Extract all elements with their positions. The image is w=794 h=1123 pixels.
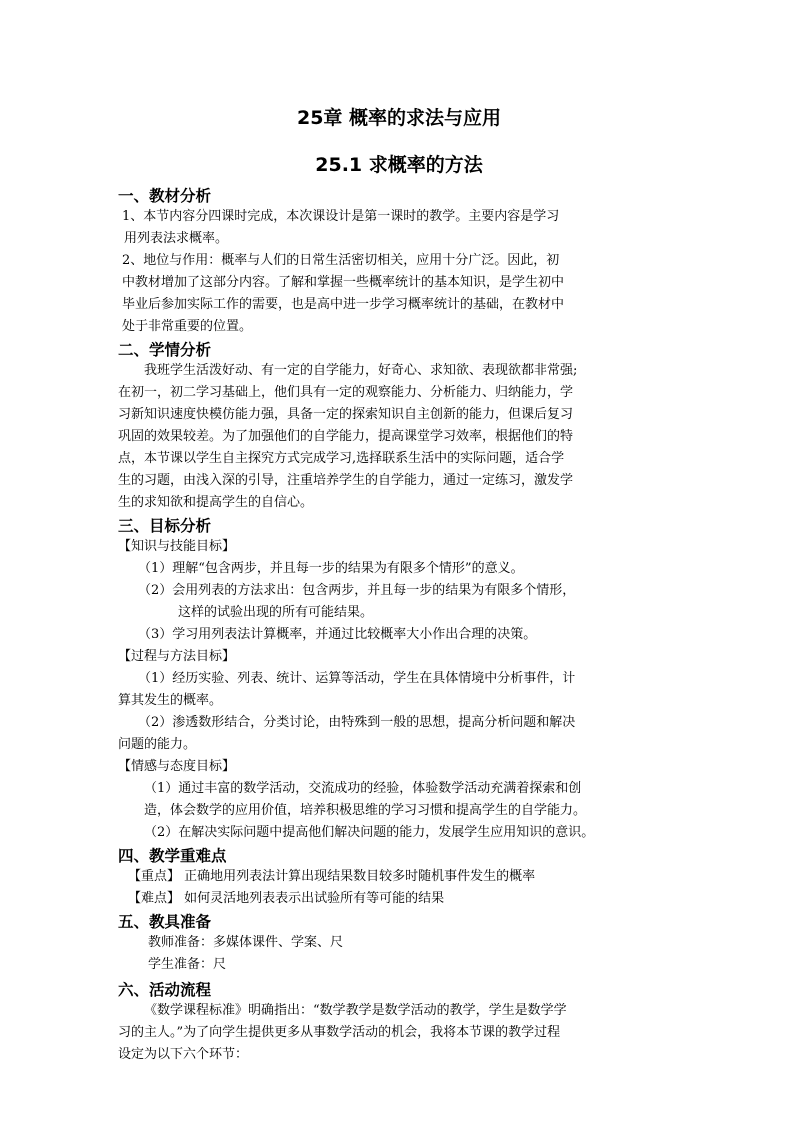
label-emotion-attitude: 【情感与态度目标】	[118, 759, 236, 774]
paragraph-line: 中教材增加了这部分内容。了解和掌握一些概率统计的基本知识，是学生初中	[122, 275, 565, 290]
paragraph-line: 用列表法求概率。	[124, 231, 229, 246]
label-process-methods: 【过程与方法目标】	[118, 649, 236, 664]
paragraph-line: （1）通过丰富的数学活动，交流成功的经验，体验数学活动充满着探索和创	[144, 781, 582, 796]
paragraph-line: 在初一，初二学习基础上，他们具有一定的观察能力、分析能力、归纳能力，学	[118, 385, 574, 400]
paragraph-line: （1）理解“包含两步，并且每一步的结果为有限多个情形”的意义。	[138, 561, 524, 576]
paragraph-line: 习的主人。”为了向学生提供更多从事数学活动的机会，我将本节课的教学过程	[118, 1025, 561, 1040]
heading-student-analysis: 二、学情分析	[118, 341, 212, 359]
paragraph-line: 《数学课程标准》明确指出：“数学教学是数学活动的教学，学生是数学学	[144, 1003, 567, 1018]
paragraph-key-point: 【重点】 正确地用列表法计算出现结果数目较多时随机事件发生的概率	[128, 869, 536, 884]
paragraph-line: 这样的试验出现的所有可能结果。	[178, 605, 374, 620]
heading-teaching-aids: 五、教具准备	[118, 913, 212, 931]
label-knowledge-skills: 【知识与技能目标】	[118, 539, 236, 554]
paragraph-line: （3）学习用列表法计算概率，并通过比较概率大小作出合理的决策。	[138, 627, 537, 642]
paragraph-line: 生的习题，由浅入深的引导，注重培养学生的自学能力，通过一定练习，激发学	[118, 473, 574, 488]
paragraph-student-prep: 学生准备：尺	[148, 957, 227, 972]
paragraph-line: 造，体会数学的应用价值，培养积极思维的学习习惯和提高学生的自学能力。	[144, 803, 587, 818]
paragraph-teacher-prep: 教师准备：多媒体课件、学案、尺	[148, 935, 344, 950]
heading-textbook-analysis: 一、教材分析	[118, 187, 212, 205]
section-title: 25.1 求概率的方法	[315, 154, 483, 176]
paragraph-line: 算其发生的概率。	[118, 693, 223, 708]
paragraph-line: 毕业后参加实际工作的需要，也是高中进一步学习概率统计的基础，在教材中	[122, 297, 565, 312]
heading-key-difficult-points: 四、教学重难点	[118, 847, 227, 865]
paragraph-line: （2）在解决实际问题中提高他们解决问题的能力，发展学生应用知识的意识。	[144, 825, 595, 840]
paragraph-line: 问题的能力。	[118, 737, 197, 752]
paragraph-line: 习新知识速度快模仿能力强，具备一定的探索知识自主创新的能力，但课后复习	[118, 407, 574, 422]
document-page	[118, 98, 680, 1066]
chapter-title: 25章 概率的求法与应用	[296, 107, 502, 129]
heading-activity-flow: 六、活动流程	[118, 981, 212, 999]
paragraph-difficult-point: 【难点】 如何灵活地列表表示出试验所有等可能的结果	[128, 891, 445, 906]
paragraph-line: 1、本节内容分四课时完成，本次课设计是第一课时的教学。主要内容是学习	[122, 209, 560, 224]
paragraph-line: 处于非常重要的位置。	[122, 319, 253, 334]
paragraph-line: （2）会用列表的方法求出：包含两步，并且每一步的结果为有限多个情形，	[138, 583, 576, 598]
paragraph-line: （1）经历实验、列表、统计、运算等活动，学生在具体情境中分析事件，计	[138, 671, 576, 686]
paragraph-line: 点，本节课以学生自主探究方式完成学习,选择联系生活中的实际问题，适合学	[118, 451, 565, 466]
paragraph-line: 我班学生活泼好动、有一定的自学能力，好奇心、求知欲、表现欲都非常强;	[144, 363, 578, 378]
paragraph-line: 2、地位与作用：概率与人们的日常生活密切相关，应用十分广泛。因此，初	[122, 253, 560, 268]
paragraph-line: （2）渗透数形结合，分类讨论，由特殊到一般的思想，提高分析问题和解决	[138, 715, 576, 730]
heading-objective-analysis: 三、目标分析	[118, 517, 212, 535]
paragraph-line: 设定为以下六个环节：	[118, 1047, 249, 1062]
paragraph-line: 巩固的效果较差。为了加强他们的自学能力，提高课堂学习效率，根据他们的特	[118, 429, 574, 444]
paragraph-line: 生的求知欲和提高学生的自信心。	[118, 495, 314, 510]
